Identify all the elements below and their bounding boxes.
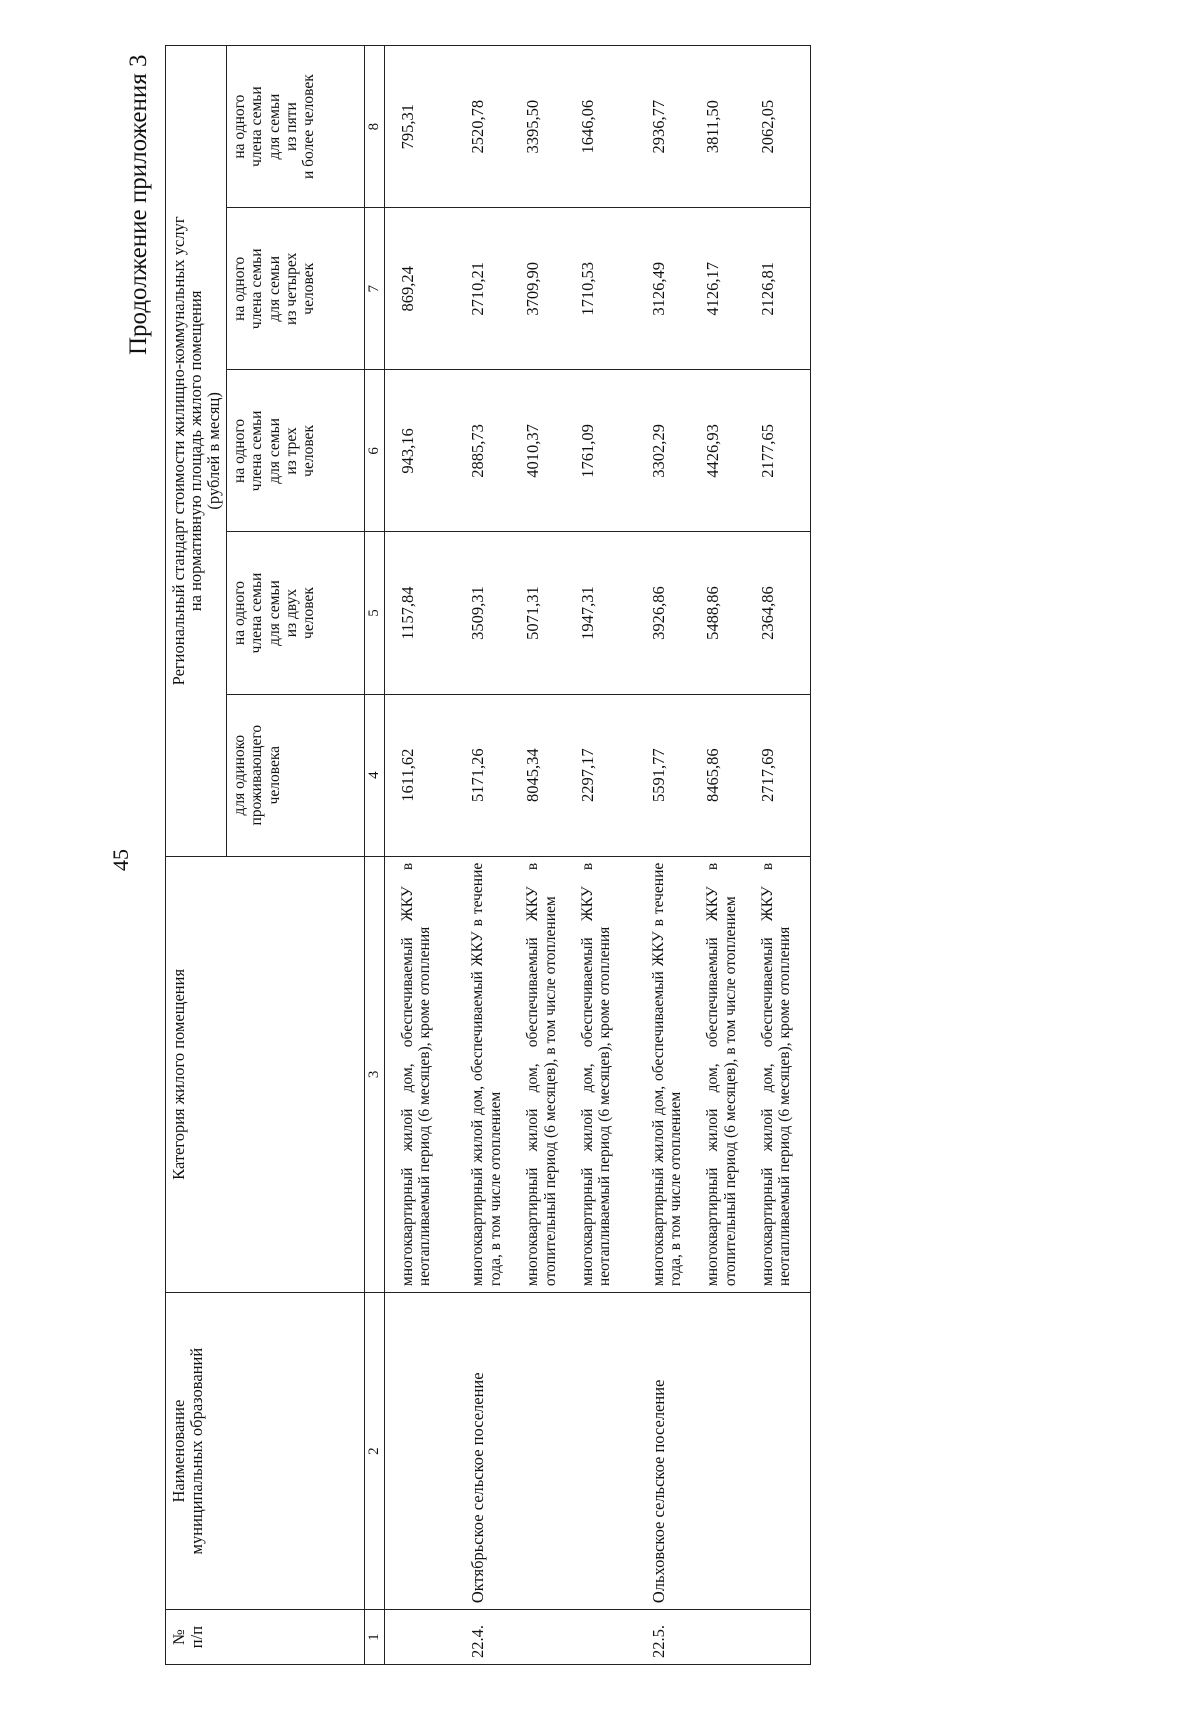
value-three: 943,16 (384, 370, 449, 532)
value-four: 2710,21 (449, 208, 520, 370)
row-num (520, 1610, 575, 1665)
row-category: многоквартирный жилой дом, обеспечиваемый ЖКУ в отопительный период (6 месяцев), в том числе отоплением (520, 856, 575, 1292)
value-two: 5071,31 (520, 532, 575, 694)
value-two: 1947,31 (575, 532, 630, 694)
value-four: 869,24 (384, 208, 449, 370)
row-num (700, 1610, 755, 1665)
row-name: Ольховское сельское поселение (630, 1293, 701, 1610)
row-category: многоквартирный жилой дом, обеспечиваемый ЖКУ в течение года, в том числе отоплением (630, 856, 701, 1292)
row-num (575, 1610, 630, 1665)
value-five: 2062,05 (755, 46, 810, 208)
header-four: на одного члена семьи для семьи из четырех человек (226, 208, 364, 370)
value-four: 3126,49 (630, 208, 701, 370)
value-four: 3709,90 (520, 208, 575, 370)
value-five: 2936,77 (630, 46, 701, 208)
row-name (755, 1293, 810, 1610)
value-alone: 8045,34 (520, 694, 575, 856)
value-four: 1710,53 (575, 208, 630, 370)
header-name: Наименование муниципальных образований (166, 1293, 365, 1610)
header-five: на одного члена семьи для семьи из пяти и более человек (226, 46, 364, 208)
table-row (449, 46, 520, 1665)
value-two: 2364,86 (755, 532, 810, 694)
value-alone: 2297,17 (575, 694, 630, 856)
table-row (630, 46, 701, 1665)
column-number: 2 (364, 1293, 384, 1610)
value-three: 4010,37 (520, 370, 575, 532)
row-num (755, 1610, 810, 1665)
row-num (384, 1610, 449, 1665)
continuation-title: Продолжение приложения 3 (125, 54, 152, 355)
table-row (384, 46, 449, 1665)
header-alone: для одиноко проживающего человека (226, 694, 364, 856)
tariff-table (165, 45, 811, 1665)
value-three: 3302,29 (630, 370, 701, 532)
value-four: 2126,81 (755, 208, 810, 370)
page-number: 45 (108, 849, 133, 871)
header-standard: Региональный стандарт стоимости жилищно-коммунальных услуг на нормативную площадь жилого помещения (рублей в месяц) (166, 46, 227, 857)
row-category: многоквартирный жилой дом, обеспечиваемый ЖКУ в неотапливаемый период (6 месяцев), кроме отопления (575, 856, 630, 1292)
value-five: 3811,50 (700, 46, 755, 208)
column-number: 8 (364, 46, 384, 208)
row-category: многоквартирный жилой дом, обеспечиваемый ЖКУ в неотапливаемый период (6 месяцев), кроме отопления (755, 856, 810, 1292)
row-category: многоквартирный жилой дом, обеспечиваемый ЖКУ в течение года, в том числе отоплением (449, 856, 520, 1292)
value-three: 4426,93 (700, 370, 755, 532)
column-number: 4 (364, 694, 384, 856)
header-two: на одного члена семьи для семьи из двух человек (226, 532, 364, 694)
table-row (700, 46, 755, 1665)
column-number: 5 (364, 532, 384, 694)
row-name (575, 1293, 630, 1610)
value-four: 4126,17 (700, 208, 755, 370)
value-alone: 1611,62 (384, 694, 449, 856)
value-alone: 8465,86 (700, 694, 755, 856)
row-name: Октябрьское сельское поселение (449, 1293, 520, 1610)
column-number: 1 (364, 1610, 384, 1665)
header-three: на одного члена семьи для семьи из трех человек (226, 370, 364, 532)
column-number: 3 (364, 856, 384, 1292)
value-two: 5488,86 (700, 532, 755, 694)
value-three: 1761,09 (575, 370, 630, 532)
row-name (520, 1293, 575, 1610)
value-five: 795,31 (384, 46, 449, 208)
header-num: № п/п (166, 1610, 365, 1665)
row-name (700, 1293, 755, 1610)
row-name (384, 1293, 449, 1610)
value-five: 2520,78 (449, 46, 520, 208)
value-two: 3509,31 (449, 532, 520, 694)
value-two: 3926,86 (630, 532, 701, 694)
row-category: многоквартирный жилой дом, обеспечиваемый ЖКУ в неотапливаемый период (6 месяцев), кроме отопления (384, 856, 449, 1292)
value-alone: 5591,77 (630, 694, 701, 856)
table-row (520, 46, 575, 1665)
table-row (755, 46, 810, 1665)
value-five: 1646,06 (575, 46, 630, 208)
value-two: 1157,84 (384, 532, 449, 694)
table-row (575, 46, 630, 1665)
header-category: Категория жилого помещения (166, 856, 365, 1292)
row-num: 22.5. (630, 1610, 701, 1665)
column-number: 6 (364, 370, 384, 532)
row-num: 22.4. (449, 1610, 520, 1665)
value-five: 3395,50 (520, 46, 575, 208)
value-three: 2885,73 (449, 370, 520, 532)
value-alone: 2717,69 (755, 694, 810, 856)
value-three: 2177,65 (755, 370, 810, 532)
column-number: 7 (364, 208, 384, 370)
value-alone: 5171,26 (449, 694, 520, 856)
row-category: многоквартирный жилой дом, обеспечиваемый ЖКУ в отопительный период (6 месяцев), в том числе отоплением (700, 856, 755, 1292)
